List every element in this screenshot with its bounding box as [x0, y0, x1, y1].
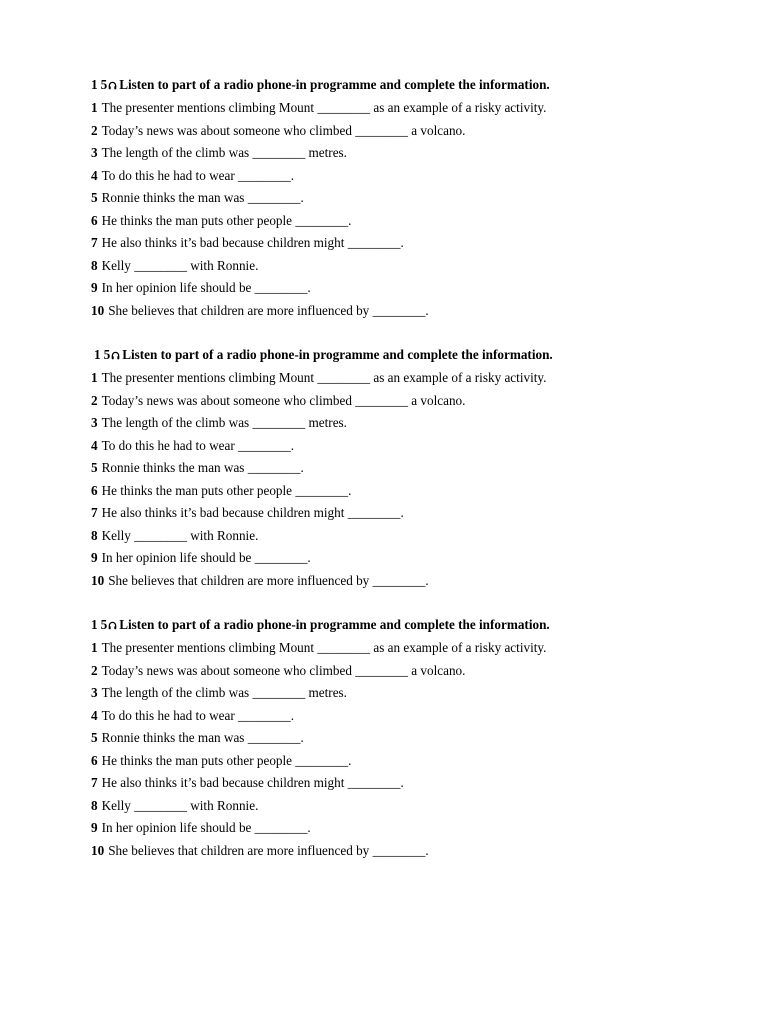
item-text: Kelly ________ with Ronnie. [101, 797, 259, 813]
item-text: Today’s news was about someone who climbed ________ a volcano. [101, 662, 466, 678]
list-item [91, 502, 714, 525]
item-text: The presenter mentions climbing Mount ________ as an example of a risky activity. [101, 640, 547, 655]
item-text: She believes that children are more influenced by ________. [108, 302, 429, 318]
item-text: He also thinks it’s bad because children might ________. [101, 505, 404, 520]
list-item [91, 187, 711, 210]
item-text: Kelly ________ with Ronnie. [101, 257, 259, 273]
list-item [91, 727, 711, 750]
list-item [91, 255, 711, 278]
item-text: The length of the climb was ________ metres. [101, 145, 347, 160]
item-text: The length of the climb was ________ metres. [101, 685, 347, 700]
item-number: 3 [91, 415, 98, 430]
track-number: 5 [103, 347, 111, 362]
list-item [91, 457, 714, 480]
item-number: 1 [91, 370, 98, 385]
list-item [91, 367, 714, 390]
exercise-heading [94, 345, 714, 365]
list-item [91, 435, 714, 458]
list-item [91, 165, 711, 188]
item-text: He also thinks it’s bad because children might ________. [101, 775, 404, 790]
item-text: The presenter mentions climbing Mount ________ as an example of a risky activity. [101, 100, 547, 115]
item-number: 5 [91, 730, 98, 745]
list-item [91, 660, 711, 683]
item-text: He thinks the man puts other people ________. [101, 752, 352, 768]
item-text: In her opinion life should be ________. [101, 280, 311, 295]
item-number: 7 [91, 505, 98, 520]
item-number: 7 [91, 775, 98, 790]
item-number: 4 [91, 437, 98, 453]
item-text: Ronnie thinks the man was ________. [101, 730, 304, 745]
list-item [91, 277, 711, 300]
headphones-icon [108, 621, 117, 630]
list-item [91, 142, 711, 165]
item-number: 9 [91, 820, 98, 835]
list-item [91, 750, 711, 773]
item-number: 6 [91, 482, 98, 498]
list-item [91, 525, 714, 548]
item-number: 8 [91, 257, 98, 273]
item-text: Today’s news was about someone who climbed ________ a volcano. [101, 392, 466, 408]
item-number: 1 [91, 100, 98, 115]
item-text: To do this he had to wear ________. [101, 437, 295, 453]
item-text: Ronnie thinks the man was ________. [101, 190, 304, 205]
item-text: To do this he had to wear ________. [101, 167, 295, 183]
item-text: The presenter mentions climbing Mount ________ as an example of a risky activity. [101, 370, 547, 385]
list-item [91, 97, 711, 120]
item-number: 5 [91, 460, 98, 475]
item-number: 4 [91, 167, 98, 183]
list-item [91, 412, 714, 435]
list-item [91, 547, 714, 570]
exercise-heading [91, 75, 711, 95]
item-text: In her opinion life should be ________. [101, 550, 311, 565]
list-item [91, 570, 714, 593]
item-number: 9 [91, 550, 98, 565]
item-number: 10 [91, 842, 105, 858]
item-text: Kelly ________ with Ronnie. [101, 527, 259, 543]
instruction-text: Listen to part of a radio phone-in programme and complete the information. [119, 77, 550, 92]
list-item [91, 705, 711, 728]
track-number: 5 [100, 617, 108, 632]
exercise-section-1 [91, 75, 711, 322]
headphones-icon [111, 351, 120, 360]
item-text: Ronnie thinks the man was ________. [101, 460, 304, 475]
item-text: He thinks the man puts other people ________. [101, 482, 352, 498]
item-number: 8 [91, 527, 98, 543]
item-number: 8 [91, 797, 98, 813]
item-text: Today’s news was about someone who climbed ________ a volcano. [101, 122, 466, 138]
list-item [91, 480, 714, 503]
item-number: 2 [91, 392, 98, 408]
exercise-section-2 [91, 345, 714, 592]
list-item [91, 210, 711, 233]
item-text: The length of the climb was ________ metres. [101, 415, 347, 430]
list-item [91, 390, 714, 413]
track-number: 5 [100, 77, 108, 92]
exercise-number: 1 [91, 617, 98, 632]
item-number: 6 [91, 212, 98, 228]
item-number: 6 [91, 752, 98, 768]
item-text: She believes that children are more influenced by ________. [108, 572, 429, 588]
item-number: 3 [91, 145, 98, 160]
list-item [91, 300, 711, 323]
item-text: To do this he had to wear ________. [101, 707, 295, 723]
list-item [91, 637, 711, 660]
item-number: 2 [91, 122, 98, 138]
instruction-text: Listen to part of a radio phone-in programme and complete the information. [122, 347, 553, 362]
exercise-number: 1 [91, 77, 98, 92]
list-item [91, 772, 711, 795]
instruction-text: Listen to part of a radio phone-in programme and complete the information. [119, 617, 550, 632]
headphones-icon [108, 81, 117, 90]
item-number: 10 [91, 302, 105, 318]
item-text: He thinks the man puts other people ________. [101, 212, 352, 228]
list-item [91, 232, 711, 255]
list-item [91, 120, 711, 143]
item-number: 9 [91, 280, 98, 295]
exercise-section-3 [91, 615, 711, 862]
exercise-heading [91, 615, 711, 635]
list-item [91, 817, 711, 840]
list-item [91, 840, 711, 863]
exercise-number: 1 [94, 347, 101, 362]
item-text: She believes that children are more influenced by ________. [108, 842, 429, 858]
item-text: In her opinion life should be ________. [101, 820, 311, 835]
item-number: 3 [91, 685, 98, 700]
item-text: He also thinks it’s bad because children might ________. [101, 235, 404, 250]
item-number: 5 [91, 190, 98, 205]
item-number: 4 [91, 707, 98, 723]
item-number: 1 [91, 640, 98, 655]
item-number: 7 [91, 235, 98, 250]
item-number: 2 [91, 662, 98, 678]
item-number: 10 [91, 572, 105, 588]
list-item [91, 795, 711, 818]
list-item [91, 682, 711, 705]
